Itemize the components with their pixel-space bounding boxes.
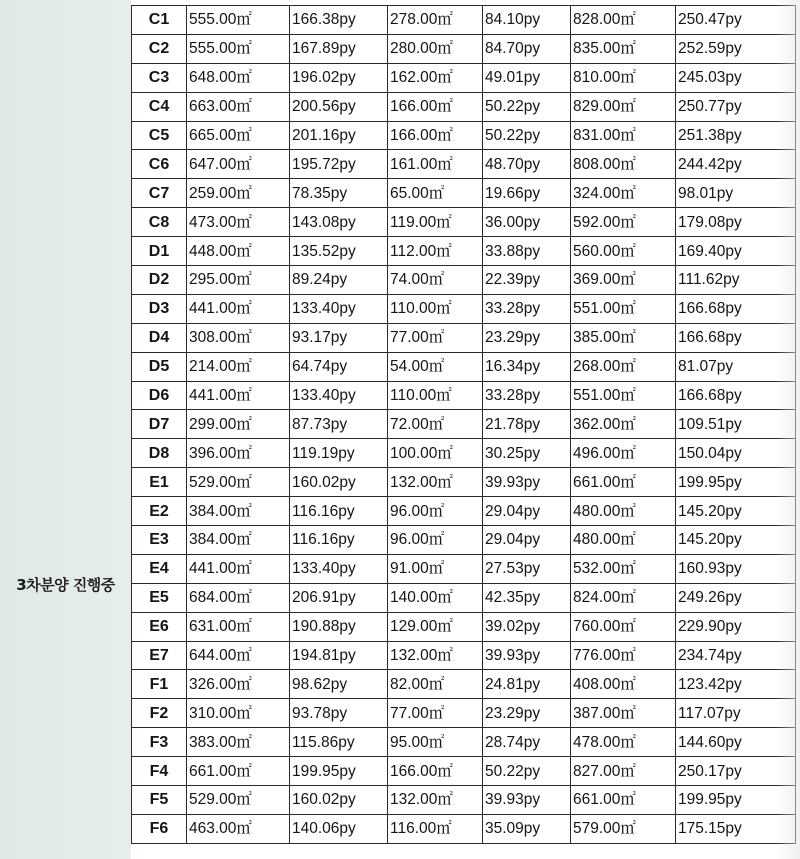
area-value-cell: 116.16py <box>290 497 388 526</box>
table-body <box>132 6 796 844</box>
unit-id-cell: E1 <box>132 468 187 497</box>
area-value-cell: 98.62py <box>290 670 388 699</box>
area-value-cell: 387.00㎡ <box>571 699 676 728</box>
area-value-cell: 199.95py <box>290 757 388 786</box>
area-value-cell: 480.00㎡ <box>571 497 676 526</box>
area-value-cell: 91.00㎡ <box>388 554 483 583</box>
area-value-cell: 824.00㎡ <box>571 583 676 612</box>
area-value-cell: 167.89py <box>290 34 388 63</box>
area-value-cell: 480.00㎡ <box>571 526 676 555</box>
area-value-cell: 555.00㎡ <box>187 6 290 35</box>
area-value-cell: 661.00㎡ <box>571 786 676 815</box>
area-value-cell: 119.19py <box>290 439 388 468</box>
area-value-cell: 194.81py <box>290 641 388 670</box>
area-value-cell: 776.00㎡ <box>571 641 676 670</box>
area-value-cell: 529.00㎡ <box>187 786 290 815</box>
area-value-cell: 93.78py <box>290 699 388 728</box>
area-value-cell: 684.00㎡ <box>187 583 290 612</box>
area-value-cell: 827.00㎡ <box>571 757 676 786</box>
area-value-cell: 463.00㎡ <box>187 814 290 843</box>
area-value-cell: 326.00㎡ <box>187 670 290 699</box>
area-value-cell: 166.68py <box>676 294 796 323</box>
sale-status-label: 3차분양 진행중 <box>16 576 115 594</box>
area-value-cell: 529.00㎡ <box>187 468 290 497</box>
unit-id-cell: C3 <box>132 63 187 92</box>
area-value-cell: 166.38py <box>290 6 388 35</box>
area-value-cell: 245.03py <box>676 63 796 92</box>
area-value-cell: 196.02py <box>290 63 388 92</box>
area-value-cell: 179.08py <box>676 208 796 237</box>
area-value-cell: 384.00㎡ <box>187 497 290 526</box>
unit-id-cell: C1 <box>132 6 187 35</box>
area-value-cell: 441.00㎡ <box>187 294 290 323</box>
area-value-cell: 250.17py <box>676 757 796 786</box>
area-value-cell: 206.91py <box>290 583 388 612</box>
area-value-cell: 551.00㎡ <box>571 381 676 410</box>
unit-id-cell: C2 <box>132 34 187 63</box>
area-value-cell: 175.15py <box>676 814 796 843</box>
area-value-cell: 473.00㎡ <box>187 208 290 237</box>
unit-area-table-container[interactable] <box>131 0 800 859</box>
area-value-cell: 116.16py <box>290 526 388 555</box>
area-value-cell: 144.60py <box>676 728 796 757</box>
area-value-cell: 93.17py <box>290 323 388 352</box>
area-value-cell: 27.53py <box>483 554 571 583</box>
unit-id-cell: D2 <box>132 266 187 295</box>
table-row <box>132 6 796 35</box>
area-value-cell: 36.00py <box>483 208 571 237</box>
area-value-cell: 808.00㎡ <box>571 150 676 179</box>
area-value-cell: 123.42py <box>676 670 796 699</box>
table-row <box>132 208 796 237</box>
area-value-cell: 160.93py <box>676 554 796 583</box>
table-row <box>132 468 796 497</box>
area-value-cell: 169.40py <box>676 237 796 266</box>
area-value-cell: 441.00㎡ <box>187 554 290 583</box>
unit-id-cell: F3 <box>132 728 187 757</box>
area-value-cell: 95.00㎡ <box>388 728 483 757</box>
area-value-cell: 24.81py <box>483 670 571 699</box>
area-value-cell: 30.25py <box>483 439 571 468</box>
area-value-cell: 89.24py <box>290 266 388 295</box>
area-value-cell: 250.77py <box>676 92 796 121</box>
table-row <box>132 612 796 641</box>
area-value-cell: 647.00㎡ <box>187 150 290 179</box>
area-value-cell: 384.00㎡ <box>187 526 290 555</box>
area-value-cell: 132.00㎡ <box>388 468 483 497</box>
unit-id-cell: F2 <box>132 699 187 728</box>
area-value-cell: 135.52py <box>290 237 388 266</box>
area-value-cell: 29.04py <box>483 497 571 526</box>
table-row <box>132 757 796 786</box>
area-value-cell: 829.00㎡ <box>571 92 676 121</box>
unit-id-cell: E3 <box>132 526 187 555</box>
unit-id-cell: F5 <box>132 786 187 815</box>
unit-id-cell: D7 <box>132 410 187 439</box>
unit-id-cell: E6 <box>132 612 187 641</box>
area-value-cell: 33.88py <box>483 237 571 266</box>
area-value-cell: 50.22py <box>483 757 571 786</box>
table-row <box>132 179 796 208</box>
area-value-cell: 23.29py <box>483 699 571 728</box>
unit-id-cell: E4 <box>132 554 187 583</box>
area-value-cell: 199.95py <box>676 468 796 497</box>
area-value-cell: 234.74py <box>676 641 796 670</box>
area-value-cell: 77.00㎡ <box>388 699 483 728</box>
area-value-cell: 295.00㎡ <box>187 266 290 295</box>
area-value-cell: 308.00㎡ <box>187 323 290 352</box>
area-value-cell: 251.38py <box>676 121 796 150</box>
area-value-cell: 244.42py <box>676 150 796 179</box>
area-value-cell: 39.93py <box>483 786 571 815</box>
area-value-cell: 132.00㎡ <box>388 641 483 670</box>
table-row <box>132 526 796 555</box>
area-value-cell: 77.00㎡ <box>388 323 483 352</box>
area-value-cell: 111.62py <box>676 266 796 295</box>
unit-id-cell: D6 <box>132 381 187 410</box>
area-value-cell: 214.00㎡ <box>187 352 290 381</box>
area-value-cell: 145.20py <box>676 526 796 555</box>
unit-id-cell: C8 <box>132 208 187 237</box>
area-value-cell: 16.34py <box>483 352 571 381</box>
area-value-cell: 87.73py <box>290 410 388 439</box>
area-value-cell: 28.74py <box>483 728 571 757</box>
area-value-cell: 280.00㎡ <box>388 34 483 63</box>
area-value-cell: 810.00㎡ <box>571 63 676 92</box>
unit-area-table <box>131 5 796 844</box>
area-value-cell: 828.00㎡ <box>571 6 676 35</box>
area-value-cell: 115.86py <box>290 728 388 757</box>
area-value-cell: 161.00㎡ <box>388 150 483 179</box>
area-value-cell: 160.02py <box>290 468 388 497</box>
area-value-cell: 369.00㎡ <box>571 266 676 295</box>
area-value-cell: 65.00㎡ <box>388 179 483 208</box>
area-value-cell: 268.00㎡ <box>571 352 676 381</box>
area-value-cell: 74.00㎡ <box>388 266 483 295</box>
area-value-cell: 362.00㎡ <box>571 410 676 439</box>
area-value-cell: 35.09py <box>483 814 571 843</box>
area-value-cell: 663.00㎡ <box>187 92 290 121</box>
area-value-cell: 229.90py <box>676 612 796 641</box>
area-value-cell: 249.26py <box>676 583 796 612</box>
area-value-cell: 532.00㎡ <box>571 554 676 583</box>
unit-id-cell: C5 <box>132 121 187 150</box>
area-value-cell: 110.00㎡ <box>388 381 483 410</box>
area-value-cell: 760.00㎡ <box>571 612 676 641</box>
area-value-cell: 661.00㎡ <box>571 468 676 497</box>
table-row <box>132 237 796 266</box>
area-value-cell: 166.00㎡ <box>388 121 483 150</box>
table-row <box>132 670 796 699</box>
area-value-cell: 644.00㎡ <box>187 641 290 670</box>
area-value-cell: 835.00㎡ <box>571 34 676 63</box>
area-value-cell: 133.40py <box>290 381 388 410</box>
area-value-cell: 250.47py <box>676 6 796 35</box>
area-value-cell: 385.00㎡ <box>571 323 676 352</box>
area-value-cell: 310.00㎡ <box>187 699 290 728</box>
table-row <box>132 641 796 670</box>
unit-id-cell: F4 <box>132 757 187 786</box>
table-row <box>132 352 796 381</box>
area-value-cell: 78.35py <box>290 179 388 208</box>
area-value-cell: 551.00㎡ <box>571 294 676 323</box>
unit-id-cell: C7 <box>132 179 187 208</box>
unit-id-cell: C4 <box>132 92 187 121</box>
unit-id-cell: F1 <box>132 670 187 699</box>
unit-id-cell: C6 <box>132 150 187 179</box>
area-value-cell: 72.00㎡ <box>388 410 483 439</box>
table-row <box>132 583 796 612</box>
area-value-cell: 166.00㎡ <box>388 757 483 786</box>
table-row <box>132 381 796 410</box>
area-value-cell: 64.74py <box>290 352 388 381</box>
unit-id-cell: F6 <box>132 814 187 843</box>
table-row <box>132 294 796 323</box>
area-value-cell: 140.06py <box>290 814 388 843</box>
area-value-cell: 29.04py <box>483 526 571 555</box>
table-row <box>132 323 796 352</box>
area-value-cell: 84.10py <box>483 6 571 35</box>
area-value-cell: 631.00㎡ <box>187 612 290 641</box>
area-value-cell: 195.72py <box>290 150 388 179</box>
area-value-cell: 33.28py <box>483 381 571 410</box>
area-value-cell: 162.00㎡ <box>388 63 483 92</box>
area-value-cell: 132.00㎡ <box>388 786 483 815</box>
area-value-cell: 42.35py <box>483 583 571 612</box>
table-row <box>132 121 796 150</box>
area-value-cell: 100.00㎡ <box>388 439 483 468</box>
area-value-cell: 133.40py <box>290 554 388 583</box>
area-value-cell: 116.00㎡ <box>388 814 483 843</box>
unit-id-cell: D1 <box>132 237 187 266</box>
area-value-cell: 39.93py <box>483 641 571 670</box>
area-value-cell: 145.20py <box>676 497 796 526</box>
area-value-cell: 200.56py <box>290 92 388 121</box>
table-row <box>132 34 796 63</box>
area-value-cell: 201.16py <box>290 121 388 150</box>
unit-id-cell: E5 <box>132 583 187 612</box>
area-value-cell: 579.00㎡ <box>571 814 676 843</box>
area-value-cell: 831.00㎡ <box>571 121 676 150</box>
table-row <box>132 150 796 179</box>
table-row <box>132 63 796 92</box>
area-value-cell: 160.02py <box>290 786 388 815</box>
area-value-cell: 81.07py <box>676 352 796 381</box>
area-value-cell: 199.95py <box>676 786 796 815</box>
area-value-cell: 84.70py <box>483 34 571 63</box>
area-value-cell: 143.08py <box>290 208 388 237</box>
unit-id-cell: D5 <box>132 352 187 381</box>
area-value-cell: 299.00㎡ <box>187 410 290 439</box>
area-value-cell: 396.00㎡ <box>187 439 290 468</box>
area-value-cell: 50.22py <box>483 92 571 121</box>
area-value-cell: 661.00㎡ <box>187 757 290 786</box>
area-value-cell: 259.00㎡ <box>187 179 290 208</box>
area-value-cell: 82.00㎡ <box>388 670 483 699</box>
area-value-cell: 324.00㎡ <box>571 179 676 208</box>
area-value-cell: 555.00㎡ <box>187 34 290 63</box>
area-value-cell: 39.02py <box>483 612 571 641</box>
table-row <box>132 92 796 121</box>
table-row <box>132 814 796 843</box>
unit-id-cell: E7 <box>132 641 187 670</box>
area-value-cell: 592.00㎡ <box>571 208 676 237</box>
area-value-cell: 496.00㎡ <box>571 439 676 468</box>
area-value-cell: 54.00㎡ <box>388 352 483 381</box>
unit-id-cell: E2 <box>132 497 187 526</box>
status-sidebar <box>0 0 131 859</box>
area-value-cell: 110.00㎡ <box>388 294 483 323</box>
area-value-cell: 166.00㎡ <box>388 92 483 121</box>
area-value-cell: 560.00㎡ <box>571 237 676 266</box>
area-value-cell: 441.00㎡ <box>187 381 290 410</box>
table-row <box>132 554 796 583</box>
area-value-cell: 96.00㎡ <box>388 497 483 526</box>
area-value-cell: 19.66py <box>483 179 571 208</box>
area-value-cell: 119.00㎡ <box>388 208 483 237</box>
area-value-cell: 109.51py <box>676 410 796 439</box>
area-value-cell: 50.22py <box>483 121 571 150</box>
area-value-cell: 140.00㎡ <box>388 583 483 612</box>
area-value-cell: 129.00㎡ <box>388 612 483 641</box>
table-row <box>132 497 796 526</box>
area-value-cell: 166.68py <box>676 381 796 410</box>
table-row <box>132 410 796 439</box>
area-value-cell: 166.68py <box>676 323 796 352</box>
area-value-cell: 478.00㎡ <box>571 728 676 757</box>
area-value-cell: 98.01py <box>676 179 796 208</box>
unit-id-cell: D4 <box>132 323 187 352</box>
area-value-cell: 21.78py <box>483 410 571 439</box>
unit-id-cell: D3 <box>132 294 187 323</box>
area-value-cell: 383.00㎡ <box>187 728 290 757</box>
area-value-cell: 39.93py <box>483 468 571 497</box>
area-value-cell: 278.00㎡ <box>388 6 483 35</box>
area-value-cell: 252.59py <box>676 34 796 63</box>
table-row <box>132 728 796 757</box>
area-value-cell: 648.00㎡ <box>187 63 290 92</box>
area-value-cell: 33.28py <box>483 294 571 323</box>
unit-id-cell: D8 <box>132 439 187 468</box>
area-value-cell: 448.00㎡ <box>187 237 290 266</box>
area-value-cell: 150.04py <box>676 439 796 468</box>
area-value-cell: 49.01py <box>483 63 571 92</box>
area-value-cell: 48.70py <box>483 150 571 179</box>
area-value-cell: 117.07py <box>676 699 796 728</box>
area-value-cell: 112.00㎡ <box>388 237 483 266</box>
table-row <box>132 266 796 295</box>
table-row <box>132 786 796 815</box>
table-row <box>132 699 796 728</box>
area-value-cell: 22.39py <box>483 266 571 295</box>
area-value-cell: 190.88py <box>290 612 388 641</box>
area-value-cell: 665.00㎡ <box>187 121 290 150</box>
table-row <box>132 439 796 468</box>
area-value-cell: 133.40py <box>290 294 388 323</box>
area-value-cell: 408.00㎡ <box>571 670 676 699</box>
area-value-cell: 96.00㎡ <box>388 526 483 555</box>
area-value-cell: 23.29py <box>483 323 571 352</box>
